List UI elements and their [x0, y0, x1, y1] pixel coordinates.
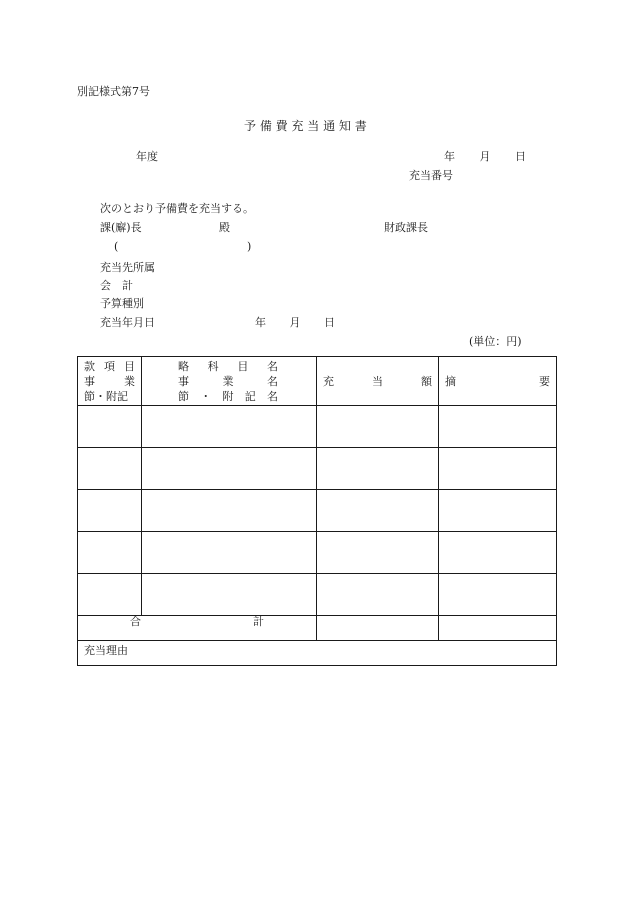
table-row [78, 448, 557, 490]
header-gyou2: 業 [222, 375, 234, 388]
header-remarks [439, 357, 557, 406]
header-fu: 附 [222, 390, 234, 403]
appropriation-date-label: 充当年月日 [100, 316, 155, 329]
table-row [78, 532, 557, 574]
header-you: 要 [539, 374, 550, 388]
total-label-go: 合 [130, 615, 141, 628]
table-cell[interactable] [142, 448, 317, 490]
table-cell[interactable] [78, 574, 142, 616]
header-juu: 充 [323, 374, 334, 388]
total-label-kei: 計 [253, 615, 264, 628]
header-ryaku: 略 [178, 360, 189, 373]
header-kou: 項 [104, 360, 115, 373]
total-remarks-cell[interactable] [439, 616, 557, 641]
table-cell[interactable] [317, 574, 439, 616]
issue-date-month: 月 [479, 150, 491, 163]
header-setsu-fuki: 節・附記 [84, 390, 128, 403]
table-cell[interactable] [317, 532, 439, 574]
header-gyou: 業 [124, 375, 135, 388]
table-cell[interactable] [142, 574, 317, 616]
budget-type-label: 予算種別 [100, 297, 144, 310]
table-cell[interactable] [142, 532, 317, 574]
table-cell[interactable] [317, 448, 439, 490]
header-dot: ・ [200, 390, 212, 403]
table-cell[interactable] [439, 406, 557, 448]
table-cell[interactable] [142, 406, 317, 448]
appropriation-date-month: 月 [289, 316, 301, 329]
bracket-close: ) [247, 240, 252, 253]
unit-note: (単位：円) [469, 335, 522, 348]
appropriation-date [255, 317, 335, 328]
reason-label: 充当理由 [84, 644, 128, 657]
header-ji: 事 [84, 375, 95, 388]
honorific: 殿 [219, 221, 230, 234]
header-tou: 当 [372, 374, 383, 388]
document-title: 予 備 費 充 当 通 知 書 [244, 119, 367, 133]
reason-cell[interactable] [78, 641, 557, 666]
bracket-open: ( [114, 240, 119, 253]
total-row [78, 616, 557, 641]
table-cell[interactable] [439, 490, 557, 532]
fiscal-year-label: 年度 [136, 150, 158, 163]
table-cell[interactable] [317, 490, 439, 532]
appropriation-table [77, 356, 557, 666]
header-gaku: 額 [421, 374, 432, 388]
appropriation-number-label: 充当番号 [409, 169, 453, 182]
table-cell[interactable] [142, 490, 317, 532]
total-amount-cell[interactable] [317, 616, 439, 641]
header-setsu: 節 [178, 390, 189, 403]
department-label: 充当先所属 [100, 261, 155, 274]
issue-date-day: 日 [515, 150, 526, 163]
table-cell[interactable] [439, 448, 557, 490]
appropriation-date-year: 年 [255, 316, 266, 329]
account-label: 会 計 [100, 279, 133, 292]
header-ji2: 事 [178, 375, 189, 388]
division-chief-label: 課(廨)長 [100, 221, 142, 234]
header-moku2: 目 [237, 360, 249, 373]
header-moku: 目 [124, 360, 135, 373]
header-appropriation-amount [317, 357, 439, 406]
header-teki: 摘 [445, 374, 456, 388]
form-number: 別記様式第7号 [77, 85, 150, 98]
header-mei2: 名 [267, 375, 278, 388]
table-header-row [78, 357, 557, 406]
table-cell[interactable] [78, 490, 142, 532]
issue-date-year: 年 [444, 150, 455, 163]
table-cell[interactable] [439, 532, 557, 574]
table-row [78, 574, 557, 616]
header-kan: 款 [84, 360, 95, 373]
header-ka: 科 [207, 360, 219, 373]
table-row [78, 406, 557, 448]
reason-row [78, 641, 557, 666]
header-ki: 記 [244, 390, 256, 403]
header-mei: 名 [266, 360, 278, 373]
table-cell[interactable] [78, 406, 142, 448]
intro-text: 次のとおり予備費を充当する。 [100, 202, 254, 215]
issue-date [444, 151, 526, 162]
finance-chief-label: 財政課長 [384, 221, 428, 234]
header-abbreviated-item-name [142, 357, 317, 406]
header-account-item [78, 357, 142, 406]
table-cell[interactable] [78, 448, 142, 490]
table-cell[interactable] [317, 406, 439, 448]
header-mei3: 名 [267, 390, 278, 403]
total-label-cell [78, 616, 317, 641]
table-cell[interactable] [439, 574, 557, 616]
appropriation-date-day: 日 [324, 316, 335, 329]
table-cell[interactable] [78, 532, 142, 574]
table-row [78, 490, 557, 532]
